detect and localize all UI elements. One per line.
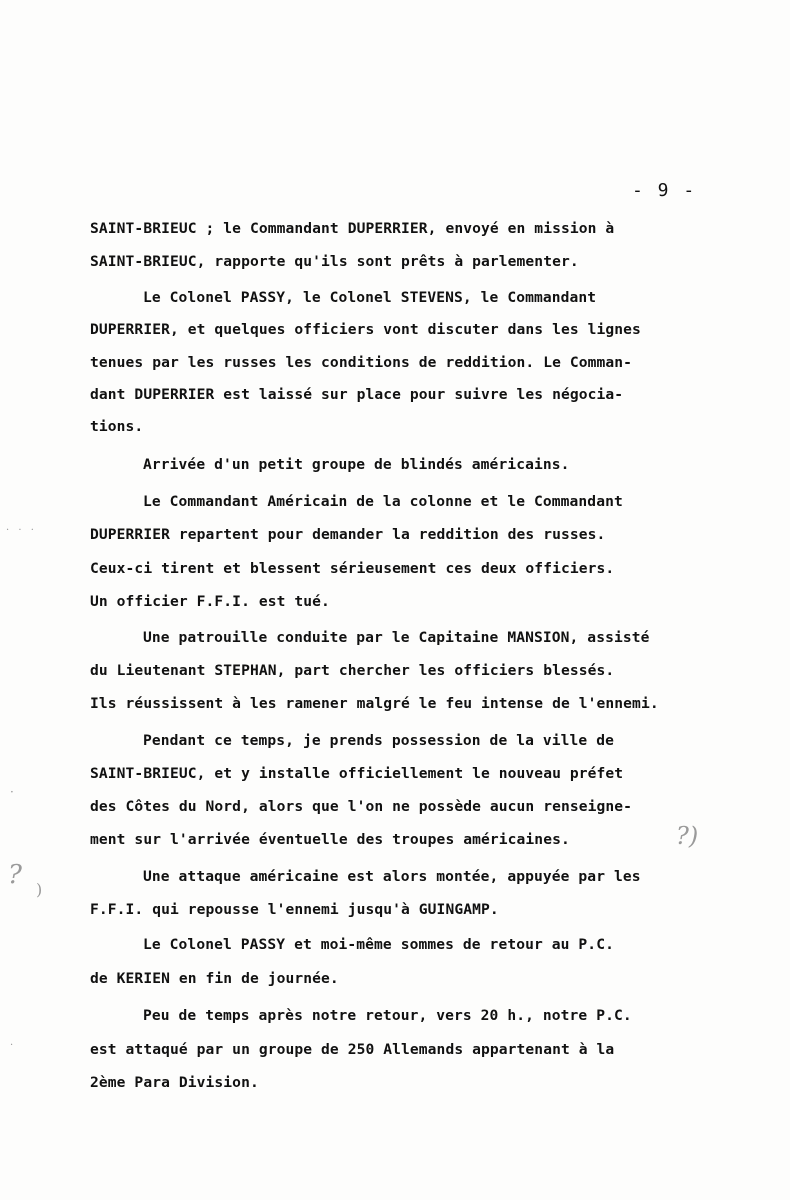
text-line: SAINT-BRIEUC, et y installe officiellement le nouveau préfet bbox=[90, 765, 624, 782]
margin-question-mark: ?) bbox=[676, 822, 699, 850]
text-line: tions. bbox=[90, 418, 144, 435]
text-line: 2ème Para Division. bbox=[90, 1074, 259, 1091]
text-line: Peu de temps après notre retour, vers 20 h., notre P.C. bbox=[143, 1007, 632, 1024]
text-line: ment sur l'arrivée éventuelle des troupes américaines. bbox=[90, 831, 570, 848]
text-line: dant DUPERRIER est laissé sur place pour suivre les négocia- bbox=[90, 386, 624, 403]
margin-pencil-mark: · bbox=[10, 1040, 14, 1051]
text-line: Un officier F.F.I. est tué. bbox=[90, 593, 330, 610]
text-line: Le Colonel PASSY, le Colonel STEVENS, le Commandant bbox=[143, 289, 597, 306]
page-number: - 9 - bbox=[632, 180, 697, 201]
text-line: de KERIEN en fin de journée. bbox=[90, 970, 339, 987]
text-line: Le Commandant Américain de la colonne et le Commandant bbox=[143, 493, 623, 510]
text-line: DUPERRIER, et quelques officiers vont discuter dans les lignes bbox=[90, 321, 641, 338]
text-line: Le Colonel PASSY et moi-même sommes de retour au P.C. bbox=[143, 936, 614, 953]
margin-pencil-mark: · · · bbox=[6, 525, 37, 536]
text-line: F.F.I. qui repousse l'ennemi jusqu'à GUINGAMP. bbox=[90, 901, 499, 918]
text-line: du Lieutenant STEPHAN, part chercher les officiers blessés. bbox=[90, 662, 615, 679]
margin-question-mark: ? bbox=[8, 860, 22, 890]
text-line: Pendant ce temps, je prends possession de la ville de bbox=[143, 732, 614, 749]
text-line: Ceux-ci tirent et blessent sérieusement ces deux officiers. bbox=[90, 560, 615, 577]
text-line: Une patrouille conduite par le Capitaine MANSION, assisté bbox=[143, 629, 650, 646]
text-line: Une attaque américaine est alors montée, appuyée par les bbox=[143, 868, 641, 885]
text-line: Arrivée d'un petit groupe de blindés américains. bbox=[143, 456, 570, 473]
text-line: Ils réussissent à les ramener malgré le feu intense de l'ennemi. bbox=[90, 695, 659, 712]
text-line: est attaqué par un groupe de 250 Allemands appartenant à la bbox=[90, 1041, 615, 1058]
margin-pencil-mark: · bbox=[10, 785, 14, 799]
text-line: SAINT-BRIEUC, rapporte qu'ils sont prêts à parlementer. bbox=[90, 253, 579, 270]
text-line: des Côtes du Nord, alors que l'on ne possède aucun renseigne- bbox=[90, 798, 633, 815]
margin-pencil-mark: ) bbox=[36, 880, 43, 899]
text-line: tenues par les russes les conditions de reddition. Le Comman- bbox=[90, 354, 633, 371]
text-line: SAINT-BRIEUC ; le Commandant DUPERRIER, envoyé en mission à bbox=[90, 220, 615, 237]
text-line: DUPERRIER repartent pour demander la reddition des russes. bbox=[90, 526, 606, 543]
